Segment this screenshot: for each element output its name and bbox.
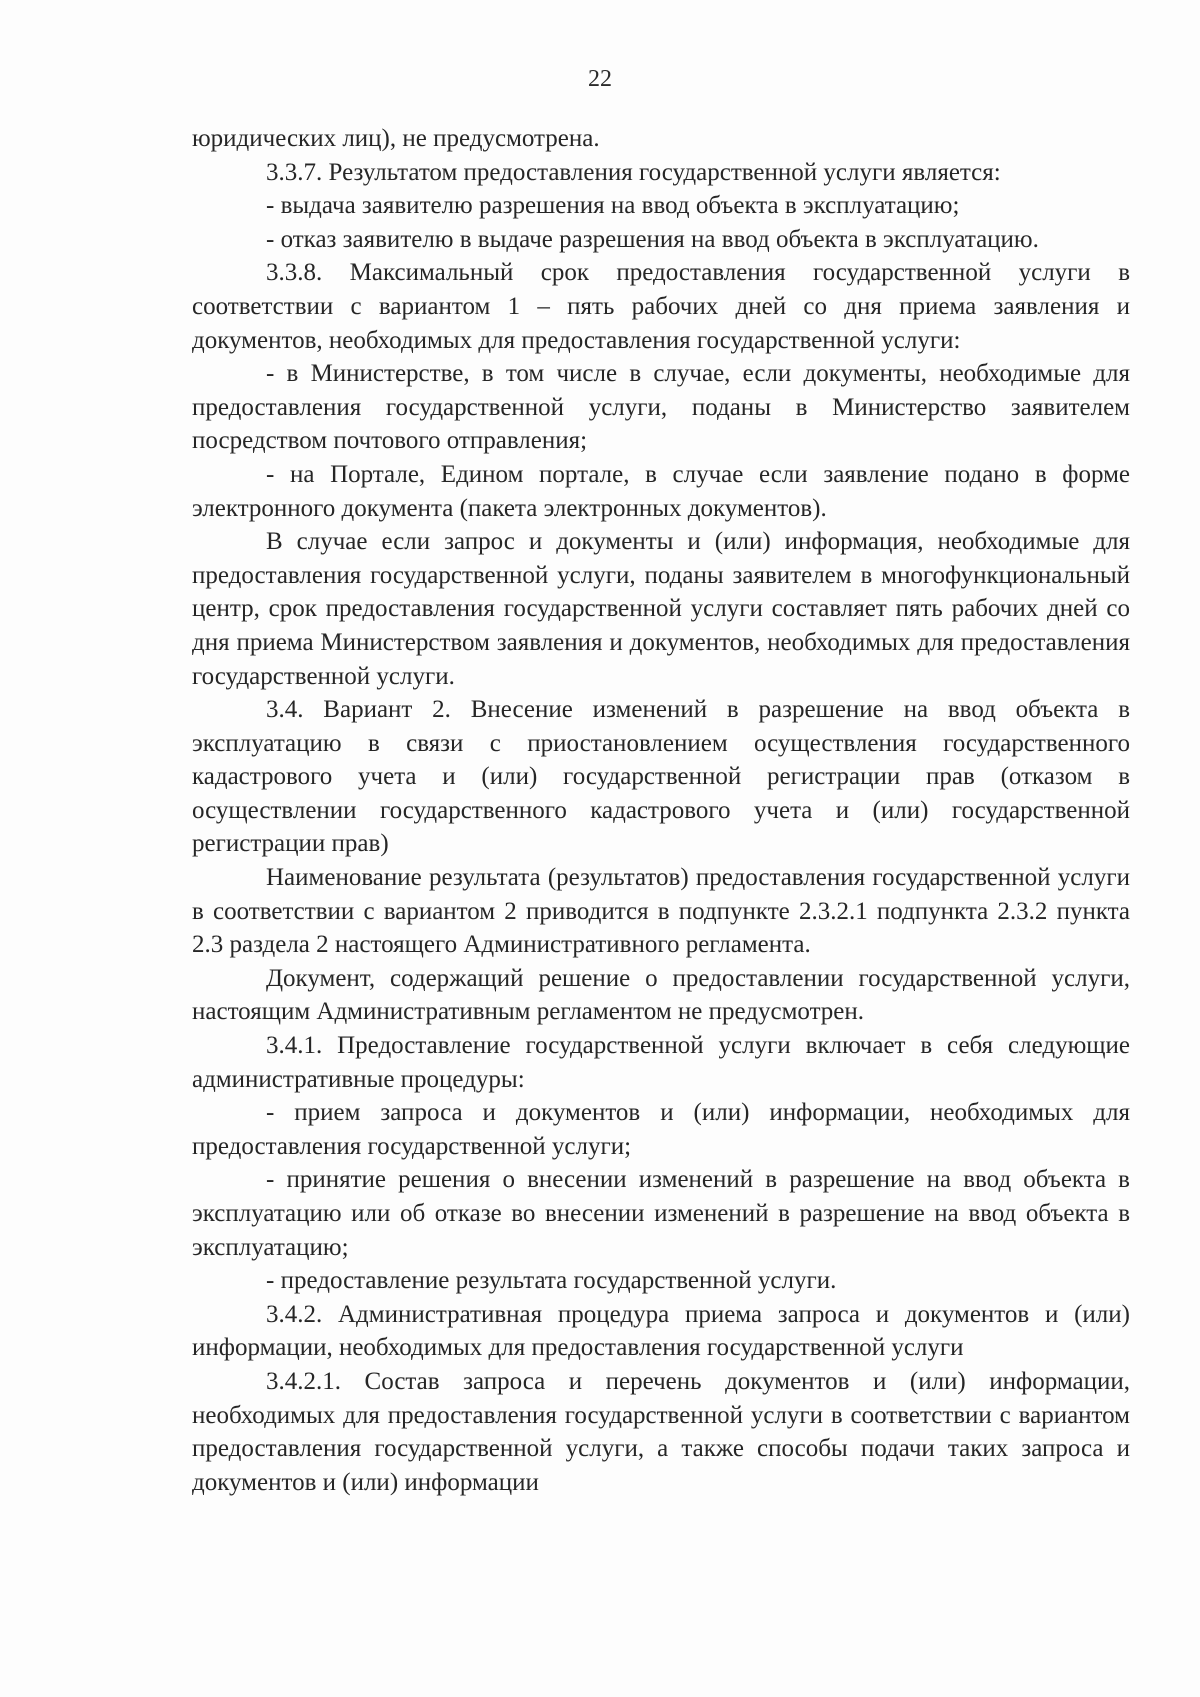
paragraph: В случае если запрос и документы и (или) информация, необходимые для предоставления государственной услуги, поданы заявителем в многофункциональный центр, срок предоставления государственной услуги составляет пять рабочих дней со дня приема Министерством заявления и документов, необходимых для предоставления государственной услуги. — [192, 528, 1130, 690]
page-number: 22 — [588, 66, 612, 92]
paragraph: 3.3.8. Максимальный срок предоставления государственной услуги в соответствии с вариантом 1 – пять рабочих дней со дня приема заявления и документов, необходимых для предоставления государственной услуги: — [192, 259, 1130, 354]
paragraph: 3.4. Вариант 2. Внесение изменений в разрешение на ввод объекта в эксплуатацию в связи с приостановлением осуществления государственного кадастрового учета и (или) государственной регистрации прав (отказом в осуществлении государственного кадастрового учета и (или) государственной регистрации прав) — [192, 696, 1130, 858]
paragraph: - отказ заявителю в выдаче разрешения на ввод объекта в эксплуатацию. — [266, 225, 1039, 253]
document-body — [192, 122, 1130, 1499]
paragraph: 3.4.2. Административная процедура приема запроса и документов и (или) информации, необходимых для предоставления государственной услуги — [192, 1300, 1130, 1362]
paragraph: - выдача заявителю разрешения на ввод объекта в эксплуатацию; — [266, 192, 960, 220]
paragraph: - в Министерстве, в том числе в случае, если документы, необходимые для предоставления государственной услуги, поданы в Министерство заявителем посредством почтового отправления; — [192, 360, 1130, 455]
paragraph: 3.4.1. Предоставление государственной услуги включает в себя следующие административные процедуры: — [192, 1032, 1130, 1093]
paragraph: - предоставление результата государственной услуги. — [266, 1267, 837, 1295]
paragraph: - на Портале, Едином портале, в случае если заявление подано в форме электронного документа (пакета электронных документов). — [192, 460, 1130, 522]
paragraph: юридических лиц), не предусмотрена. — [192, 125, 600, 152]
paragraph: Документ, содержащий решение о предоставлении государственной услуги, настоящим Административным регламентом не предусмотрен. — [192, 964, 1130, 1026]
paragraph: - принятие решения о внесении изменений в разрешение на ввод объекта в эксплуатацию или об отказе во внесении изменений в разрешение на ввод объекта в эксплуатацию; — [192, 1166, 1130, 1261]
paragraph: 3.4.2.1. Состав запроса и перечень документов и (или) информации, необходимых для предоставления государственной услуги в соответствии с вариантом предоставления государственной услуги, а также способы подачи таких запроса и документов и (или) информации — [192, 1367, 1130, 1496]
paragraph: 3.3.7. Результатом предоставления государственной услуги является: — [266, 158, 1001, 186]
paragraph: Наименование результата (результатов) предоставления государственной услуги в соответствии с вариантом 2 приводится в подпункте 2.3.2.1 подпункта 2.3.2 пункта 2.3 раздела 2 настоящего Административного регламента. — [192, 864, 1130, 959]
paragraph: - прием запроса и документов и (или) информации, необходимых для предоставления государственной услуги; — [192, 1099, 1130, 1160]
